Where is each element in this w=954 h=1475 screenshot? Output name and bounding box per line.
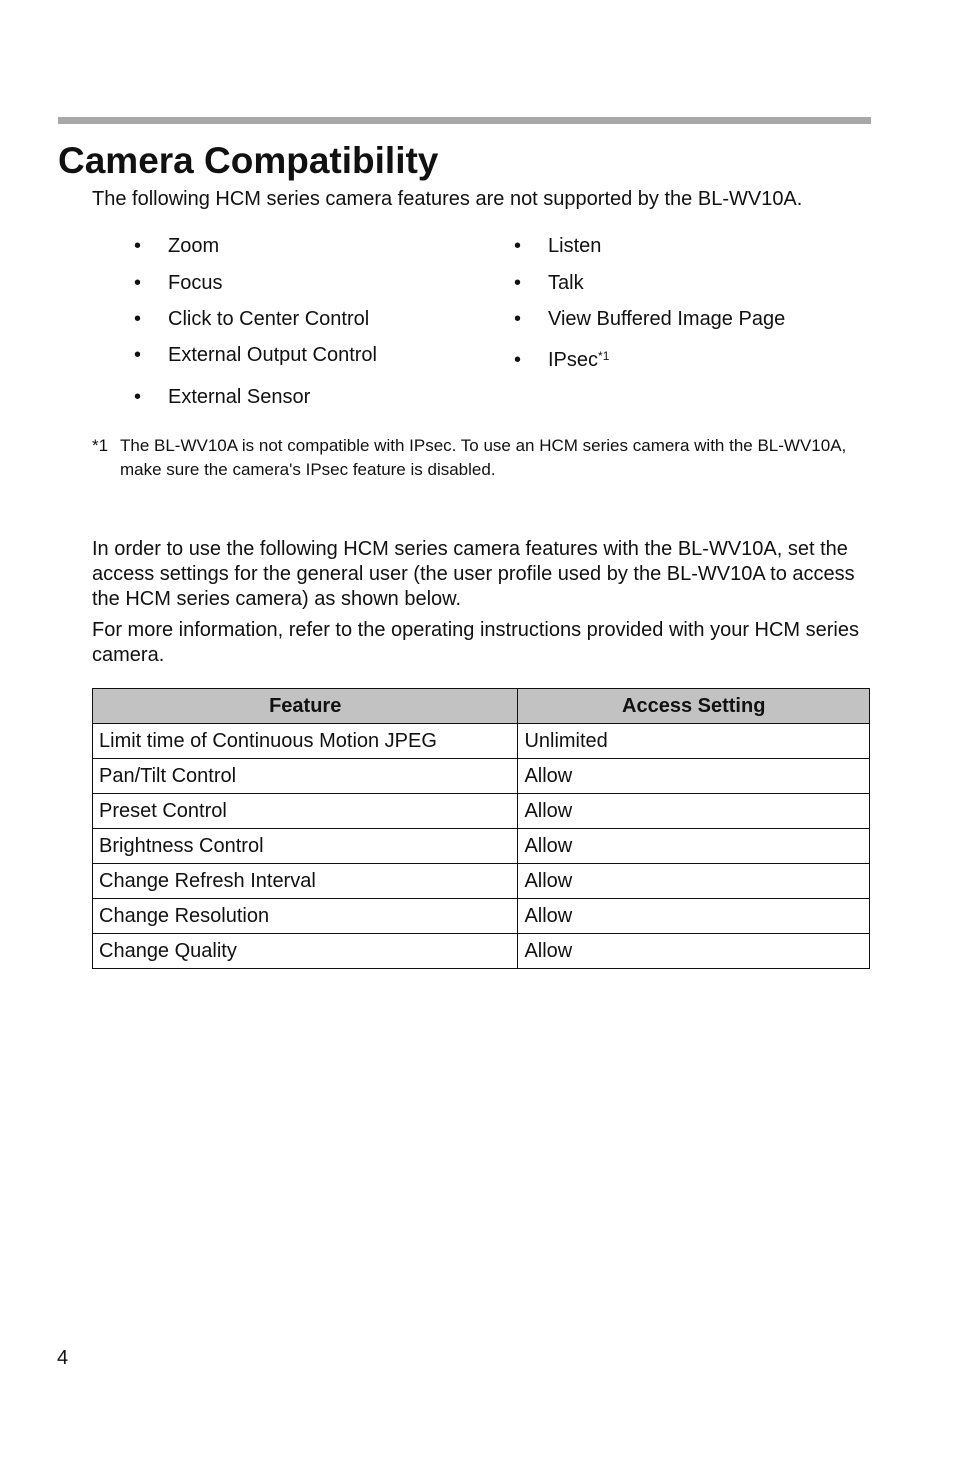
page-title: Camera Compatibility [58,140,439,181]
feature-cell: Brightness Control [93,829,518,864]
bullet-icon: • [514,349,522,371]
feature-label [548,347,609,373]
feature-label: Talk [548,272,584,294]
access-settings-table [92,688,870,969]
feature-cell: Limit time of Continuous Motion JPEG [93,724,518,759]
bullet-icon: • [514,308,522,330]
table-row [93,759,870,794]
feature-label: External Sensor [168,386,311,408]
intro-text: The following HCM series camera features are not supported by the BL-WV10A. [92,188,803,210]
feature-cell: Preset Control [93,794,518,829]
page-number: 4 [57,1347,69,1369]
feature-cell: Change Resolution [93,899,518,934]
ipsec-label: IPsec [548,349,599,371]
top-rule [58,117,871,124]
table-row [93,899,870,934]
table-row [93,724,870,759]
bullet-icon: • [514,272,522,294]
instructions-paragraph: In order to use the following HCM series camera features with the BL-WV10A, set the access settings for the general user (the user profile used by the BL-WV10A to access the HCM series camera) as shown below. [92,538,855,610]
access-setting-cell: Allow [518,829,870,864]
table-row [93,864,870,899]
feature-label: Zoom [168,235,220,257]
feature-cell: Change Refresh Interval [93,864,518,899]
feature-label: View Buffered Image Page [548,308,786,330]
bullet-icon: • [134,308,142,330]
column-header-access-setting: Access Setting [518,689,870,724]
bullet-icon: • [134,235,142,257]
table-row [93,829,870,864]
feature-cell: Pan/Tilt Control [93,759,518,794]
access-setting-cell: Allow [518,934,870,969]
table-row [93,794,870,829]
access-setting-cell: Allow [518,899,870,934]
footnote-text: The BL-WV10A is not compatible with IPsec. To use an HCM series camera with the BL-WV10A, make sure the camera's IPsec feature is disabled. [120,436,847,479]
bullet-icon: • [134,344,142,366]
access-setting-cell: Allow [518,759,870,794]
feature-label: Click to Center Control [168,308,370,330]
feature-label: External Output Control [168,344,377,366]
column-header-feature: Feature [93,689,518,724]
feature-label: Listen [548,235,602,257]
access-setting-cell: Allow [518,794,870,829]
table-row [93,934,870,969]
feature-cell: Change Quality [93,934,518,969]
more-info-paragraph: For more information, refer to the operating instructions provided with your HCM series camera. [92,619,859,666]
access-setting-cell: Unlimited [518,724,870,759]
bullet-icon: • [134,272,142,294]
footnote-ref: *1 [598,349,610,363]
bullet-icon: • [514,235,522,257]
feature-label: Focus [168,272,223,294]
footnote-mark: *1 [92,436,109,455]
access-setting-cell: Allow [518,864,870,899]
table-header-row [93,689,870,724]
bullet-icon: • [134,386,142,408]
